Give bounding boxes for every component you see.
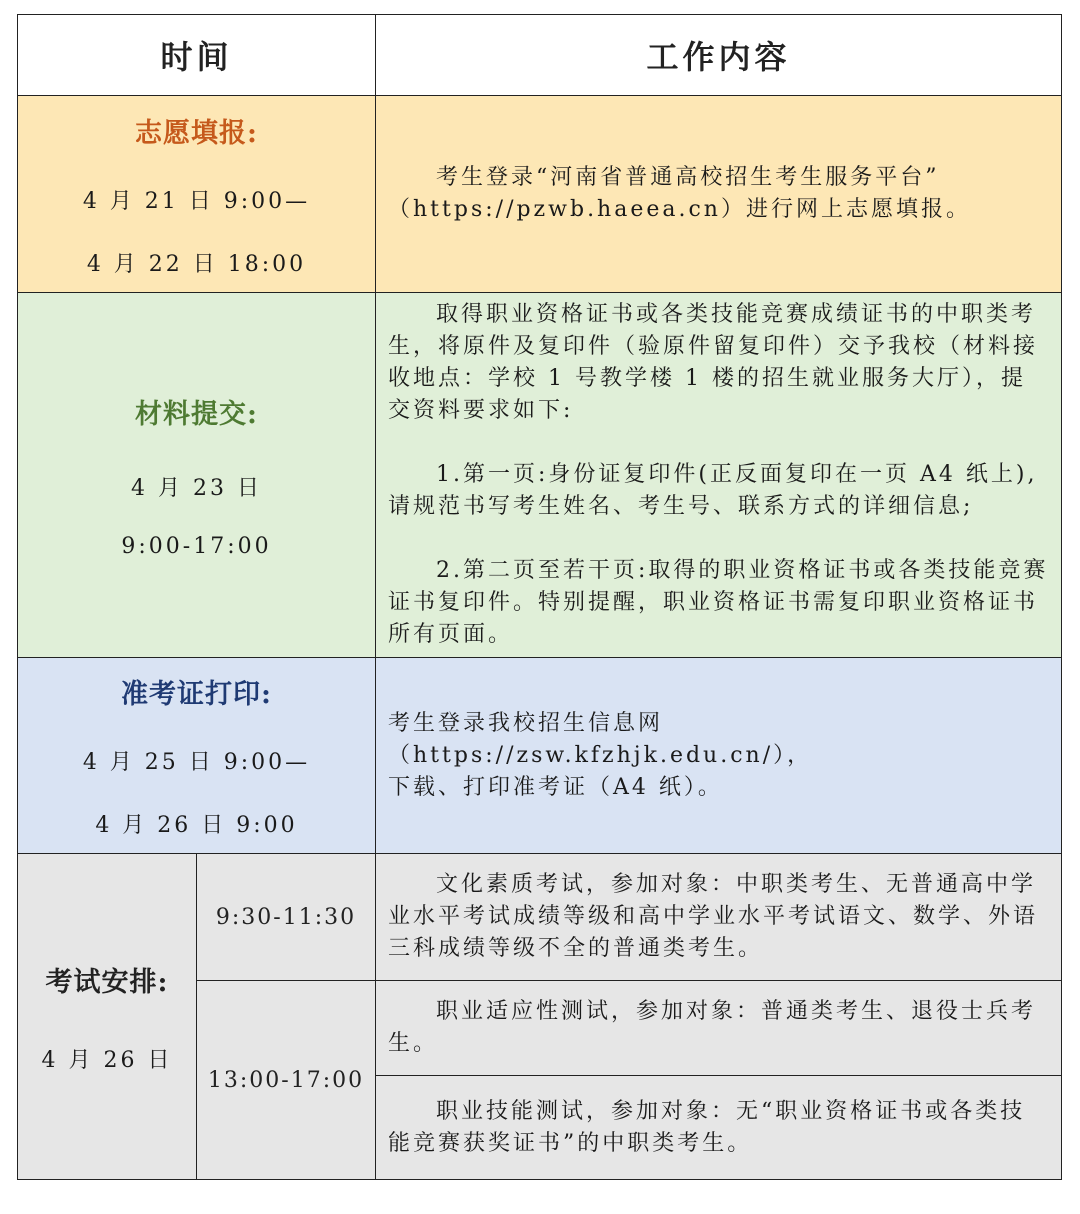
- header-time: 时间: [18, 15, 376, 96]
- material-hours: 9:00-17:00: [121, 533, 272, 559]
- exam-culture-test: 文化素质考试，参加对象：中职类考生、无普通高中学业水平考试成绩等级和高中学业水平考试语文、数学、外语三科成绩等级不全的普通类考生。: [388, 872, 1039, 961]
- volunteer-line1: 考生登录“河南省普通高校招生考生服务平台”: [436, 165, 940, 190]
- admission-time-start: 4 月 25 日 9:00—: [82, 750, 311, 775]
- volunteer-time-cell: [18, 96, 376, 293]
- volunteer-time-end: 4 月 22 日 18:00: [86, 251, 307, 277]
- exam-skill-test: 职业技能测试，参加对象：无“职业资格证书或各类技能竞赛获奖证书”的中职类考生。: [388, 1098, 1026, 1156]
- material-title: 材料提交:: [135, 398, 258, 430]
- exam-time-cell: [18, 854, 197, 1180]
- row-admission: [18, 658, 1062, 854]
- material-content: [376, 293, 1062, 658]
- material-item-2: 2.第二页至若干页:取得的职业资格证书或各类技能竞赛证书复印件。特别提醒，职业资格证书需复印职业资格证书所有页面。: [388, 558, 1049, 647]
- admission-title: 准考证打印:: [121, 679, 272, 710]
- exam-slot2b-content: [376, 1076, 1062, 1180]
- volunteer-time-start: 4 月 21 日 9:00—: [82, 188, 311, 214]
- exam-slot1-content: [376, 854, 1062, 981]
- row-exam-slot1: [18, 854, 1062, 981]
- admission-line2: 下载、打印准考证（A4 纸）。: [388, 774, 723, 800]
- row-volunteer: [18, 96, 1062, 293]
- volunteer-content: [376, 96, 1062, 293]
- exam-date: 4 月 26 日: [41, 1047, 173, 1073]
- admission-time-cell: [18, 658, 376, 854]
- row-material: [18, 293, 1062, 658]
- material-time-cell: [18, 293, 376, 658]
- admission-time-end: 4 月 26 日 9:00: [95, 813, 298, 838]
- material-intro: 取得职业资格证书或各类技能竞赛成绩证书的中职类考生，将原件及复印件（验原件留复印件）交予我校（材料接收地点：学校 1 号教学楼 1 楼的招生就业服务大厅），提交资料要求如下:: [388, 302, 1039, 423]
- admission-line1: 考生登录我校招生信息网（https://zsw.kfzhjk.edu.cn/），: [388, 710, 813, 768]
- volunteer-line2: （https://pzwb.haeea.cn）进行网上志愿填报。: [388, 197, 971, 222]
- exam-slot1-time: 9:30-11:30: [197, 854, 376, 981]
- header-content: 工作内容: [376, 15, 1062, 96]
- volunteer-title: 志愿填报:: [135, 117, 258, 149]
- exam-title: 考试安排:: [45, 966, 169, 998]
- schedule-table: [17, 14, 1062, 1180]
- admission-content: [376, 658, 1062, 854]
- exam-slot2a-content: [376, 981, 1062, 1076]
- exam-slot2-time: 13:00-17:00: [197, 981, 376, 1180]
- exam-aptitude-test: 职业适应性测试，参加对象：普通类考生、退役士兵考生。: [388, 999, 1037, 1056]
- material-date: 4 月 23 日: [131, 475, 262, 501]
- header-row: [18, 15, 1062, 96]
- material-item-1: 1.第一页:身份证复印件(正反面复印在一页 A4 纸上),请规范书写考生姓名、考生号、联系方式的详细信息;: [388, 462, 1038, 519]
